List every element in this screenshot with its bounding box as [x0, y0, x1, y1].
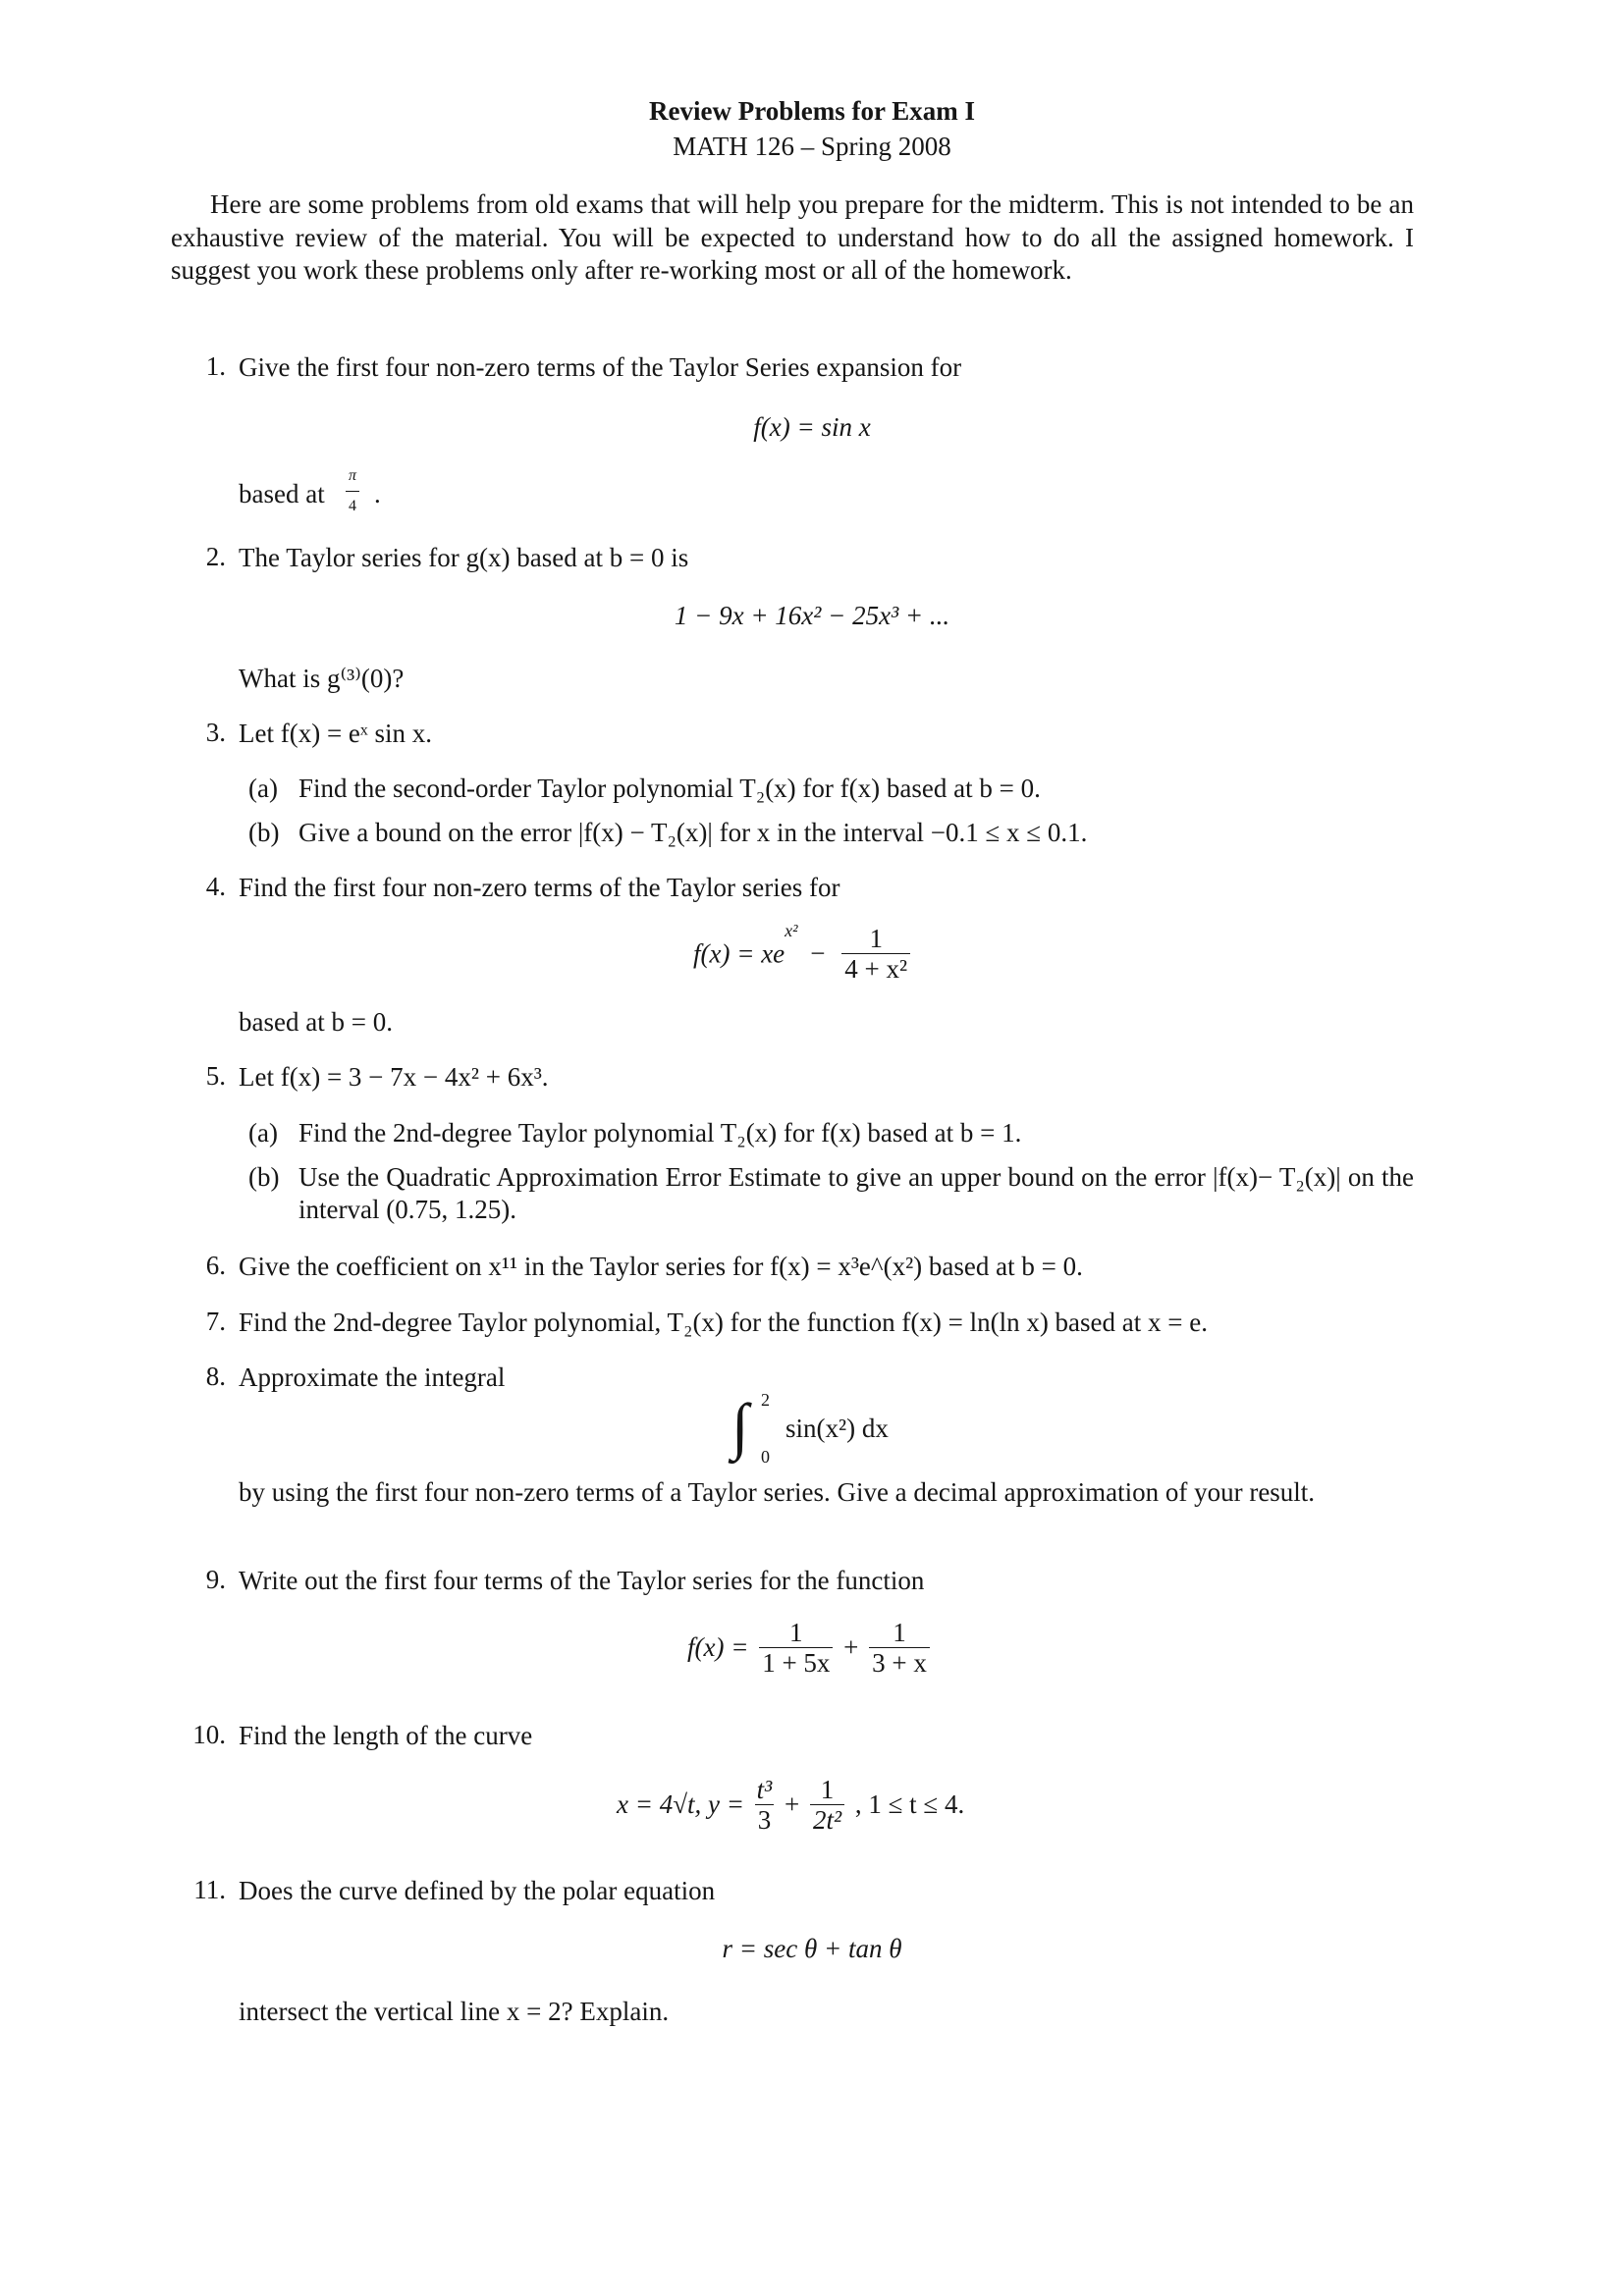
equation-lhs: x = 4√t, y = — [617, 1789, 744, 1819]
problem-text: Find the 2nd-degree Taylor polynomial, T₂(x) for the function f(x) = ln(ln x) based at x = e. — [239, 1308, 1208, 1337]
fraction-denominator: 2t² — [810, 1804, 844, 1835]
part-label: (a) — [248, 1118, 278, 1148]
fraction — [810, 1775, 844, 1835]
fraction-numerator: t³ — [756, 1775, 773, 1804]
fraction-denominator: 3 — [755, 1804, 775, 1835]
part-text: Find the 2nd-degree Taylor polynomial T₂(x) for f(x) based at b = 1. — [298, 1118, 1022, 1148]
fraction — [841, 924, 910, 984]
plus-sign: + — [843, 1632, 859, 1662]
problem-number: 3. — [205, 718, 226, 747]
problem-text: Give the coefficient on x¹¹ in the Taylor series for f(x) = x³e^(x²) based at b = 0. — [239, 1252, 1083, 1281]
problem-number: 1. — [205, 351, 226, 381]
part-text: Give a bound on the error |f(x) − T₂(x)| for x in the interval −0.1 ≤ x ≤ 0.1. — [298, 818, 1088, 847]
intro-paragraph: Here are some problems from old exams that will help you prepare for the midterm. This is not intended to be an exhaustive review of the material. You will be expected to understand how to do all the assigned homework. I suggest you work these problems only after re-working most or all of the homework. — [171, 189, 1414, 285]
problem-equation — [693, 921, 914, 984]
fraction-numerator: π — [348, 467, 356, 484]
problem-equation: 1 − 9x + 16x² − 25x³ + ... — [674, 601, 950, 630]
problem-number: 7. — [205, 1307, 226, 1336]
problem-number: 10. — [192, 1720, 226, 1749]
integral-upper-limit: 2 — [761, 1390, 770, 1410]
fraction — [759, 1618, 833, 1678]
fraction-numerator: 1 — [820, 1775, 835, 1804]
integral-sign: ∫ — [731, 1391, 749, 1461]
problem-after-text: based at — [239, 479, 325, 508]
fraction-numerator: 1 — [893, 1618, 906, 1647]
problem-equation — [617, 1775, 964, 1835]
page-subtitle: MATH 126 – Spring 2008 — [673, 132, 951, 161]
part-text: Find the second-order Taylor polynomial T₂(x) for f(x) based at b = 0. — [298, 774, 1041, 803]
equation-lhs: f(x) = — [687, 1632, 749, 1662]
problem-number: 6. — [205, 1251, 226, 1280]
problem-text: Find the first four non-zero terms of the Taylor series for — [239, 873, 840, 902]
problem-after-text: based at b = 0. — [239, 1007, 393, 1037]
integral-equation — [731, 1392, 987, 1470]
problem-text: Let f(x) = 3 − 7x − 4x² + 6x³. — [239, 1062, 549, 1092]
period: . — [374, 479, 381, 508]
problem-equation: f(x) = sin x — [753, 412, 871, 442]
problem-text: Write out the first four terms of the Taylor series for the function — [239, 1566, 925, 1595]
problem-number: 9. — [205, 1565, 226, 1594]
minus-sign: − — [810, 938, 826, 969]
page-title: Review Problems for Exam I — [649, 96, 975, 126]
problem-number: 11. — [193, 1875, 226, 1904]
problem-text: Let f(x) = eˣ sin x. — [239, 719, 432, 748]
fraction-numerator: 1 — [789, 1618, 803, 1647]
fraction — [346, 461, 359, 521]
fraction-numerator: 1 — [869, 924, 883, 954]
problem-equation: r = sec θ + tan θ — [722, 1934, 902, 1963]
problem-after-text: What is g⁽³⁾(0)? — [239, 664, 405, 693]
part-label: (a) — [248, 774, 278, 803]
equation-rhs: , 1 ≤ t ≤ 4. — [854, 1789, 965, 1819]
problem-text: Find the length of the curve — [239, 1721, 533, 1750]
problem-number: 8. — [205, 1362, 226, 1391]
problem-number: 2. — [205, 542, 226, 571]
problem-text: Give the first four non-zero terms of the Taylor Series expansion for — [239, 352, 962, 382]
problem-number: 5. — [205, 1061, 226, 1091]
problem-after-text: intersect the vertical line x = 2? Explain. — [239, 1997, 670, 2026]
fraction-denominator: 1 + 5x — [759, 1647, 833, 1678]
fraction — [869, 1618, 930, 1678]
plus-sign: + — [784, 1789, 800, 1819]
problem-text: The Taylor series for g(x) based at b = 0 is — [239, 543, 689, 572]
part-label: (b) — [248, 1162, 280, 1192]
fraction-denominator: 3 + x — [869, 1647, 930, 1678]
fraction-denominator: 4 + x² — [841, 953, 910, 984]
integrand: sin(x²) dx — [785, 1414, 889, 1443]
fraction — [755, 1775, 775, 1835]
problem-text: Does the curve defined by the polar equation — [239, 1876, 716, 1905]
problem-number: 4. — [205, 872, 226, 901]
problem-equation — [687, 1618, 934, 1678]
integral-lower-limit: 0 — [761, 1447, 770, 1467]
part-text: Use the Quadratic Approximation Error Estimate to give an upper bound on the error |f(x)− T₂(x)| on the interval (0.75, 1.25). — [298, 1162, 1414, 1224]
fraction-denominator: 4 — [346, 491, 359, 521]
problem-after-text: by using the first four non-zero terms of a Taylor series. Give a decimal approximation of your result. — [239, 1477, 1316, 1507]
equation-exponent: x² — [785, 921, 798, 940]
problem-text: Approximate the integral — [239, 1362, 506, 1392]
equation-lhs: f(x) = xe — [693, 938, 785, 969]
part-label: (b) — [248, 818, 280, 847]
